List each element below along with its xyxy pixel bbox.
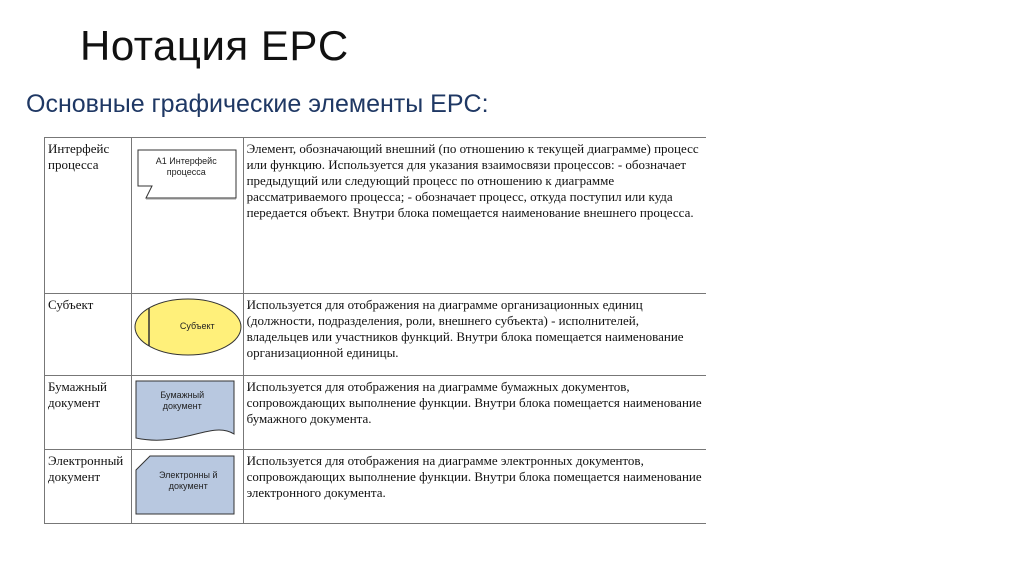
slide-subtitle: Основные графические элементы EPC: xyxy=(26,90,489,118)
element-description: Используется для отображения на диаграмме бумажных документов, сопровождающих выполнение функции. Внутри блока помещается наименование бумажного документа. xyxy=(243,376,706,450)
symbol-label: Субъект xyxy=(179,321,215,331)
slide-title: Нотация EPC xyxy=(80,22,349,69)
table-row xyxy=(45,294,707,376)
element-symbol xyxy=(132,376,243,450)
symbol-label: Бумажный документ xyxy=(160,390,205,411)
element-description: Используется для отображения на диаграмме электронных документов, сопровождающих выполнение функции. Внутри блока помещается наименование электронного документа. xyxy=(243,450,706,524)
symbol-label: Электронны й документ xyxy=(158,470,218,491)
element-description: Используется для отображения на диаграмме организационных единиц (должности, подразделения, роли, внешнего субъекта) - исполнителей, владельцев или участников функций. Внутри блока помещается наименование организационной единицы. xyxy=(243,294,706,376)
table-row xyxy=(45,450,707,524)
element-name: Электронный документ xyxy=(45,450,132,524)
element-name: Субъект xyxy=(45,294,132,376)
epc-elements-table xyxy=(44,137,706,524)
element-symbol xyxy=(132,294,243,376)
element-name: Интерфейс процесса xyxy=(45,138,132,294)
subject-ellipse-icon xyxy=(132,294,243,372)
element-description: Элемент, обозначающий внешний (по отношению к текущей диаграмме) процесс или функцию. Используется для указания взаимосвязи процессов: - обозначает предыдущий или следующий процесс по отношению к диаграмме рассматриваемого процесса; - обозначает процесс, откуда поступил или куда передается объект. Внутри блока помещается наименование внешнего процесса. xyxy=(243,138,706,294)
table-row xyxy=(45,376,707,450)
element-symbol xyxy=(132,450,243,524)
symbol-label: А1 Интерфейс процесса xyxy=(155,156,217,177)
element-name: Бумажный документ xyxy=(45,376,132,450)
element-symbol xyxy=(132,138,243,294)
table-row xyxy=(45,138,707,294)
